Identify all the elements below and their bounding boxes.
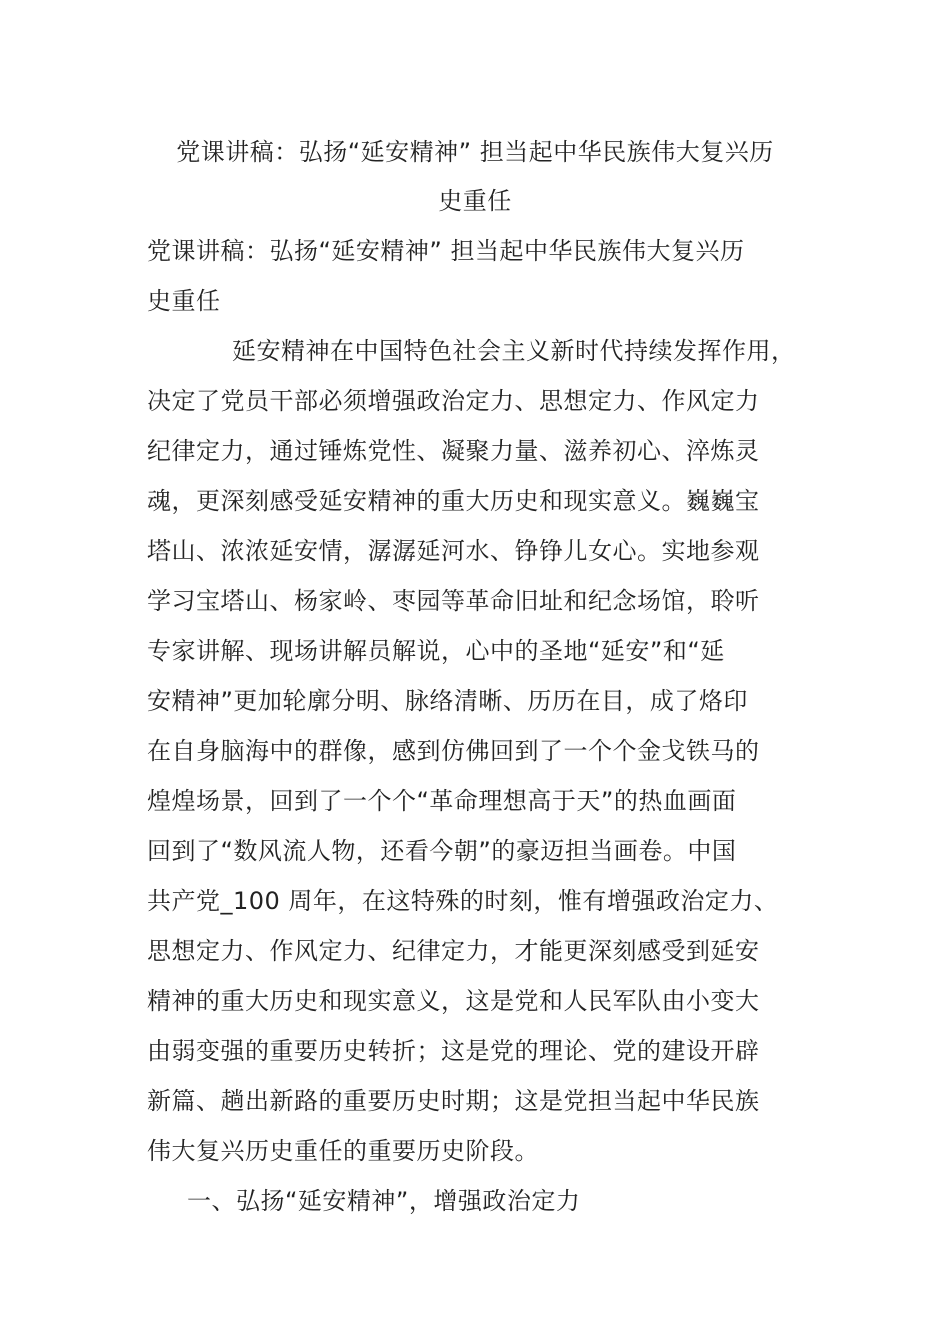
document-title-line-2: 史重任 <box>438 187 512 215</box>
paragraph-line: 共产党_100 周年，在这特殊的时刻，惟有增强政治定力、 <box>147 887 779 915</box>
paragraph-line: 学习宝塔山、杨家岭、枣园等革命旧址和纪念场馆，聆听 <box>147 587 760 615</box>
paragraph-line: 决定了党员干部必须增强政治定力、思想定力、作风定力 <box>147 387 760 415</box>
paragraph-line: 回到了“数风流人物，还看今朝”的豪迈担当画卷。中国 <box>147 837 737 865</box>
subtitle-line-1: 党课讲稿：弘扬“延安精神” 担当起中华民族伟大复兴历 <box>147 237 745 265</box>
paragraph-line: 精神的重大历史和现实意义，这是党和人民军队由小变大 <box>147 987 760 1015</box>
document-title-line-1: 党课讲稿：弘扬“延安精神” 担当起中华民族伟大复兴历 <box>176 138 774 166</box>
paragraph-line: 专家讲解、现场讲解员解说，心中的圣地“延安”和“延 <box>147 637 725 665</box>
paragraph-line: 安精神”更加轮廓分明、脉络清晰、历历在目，成了烙印 <box>147 687 748 715</box>
paragraph-line: 在自身脑海中的群像，感到仿佛回到了一个个金戈铁马的 <box>147 737 760 765</box>
paragraph-line: 纪律定力，通过锤炼党性、凝聚力量、滋养初心、淬炼灵 <box>147 437 760 465</box>
paragraph-line: 伟大复兴历史重任的重要历史阶段。 <box>147 1137 539 1165</box>
section-heading: 一、弘扬“延安精神”，增强政治定力 <box>187 1187 581 1215</box>
paragraph-line: 由弱变强的重要历史转折；这是党的理论、党的建设开辟 <box>147 1037 760 1065</box>
paragraph-line: 新篇、趟出新路的重要历史时期；这是党担当起中华民族 <box>147 1087 760 1115</box>
paragraph-line: 魂，更深刻感受延安精神的重大历史和现实意义。巍巍宝 <box>147 487 760 515</box>
paragraph-line: 延安精神在中国特色社会主义新时代持续发挥作用， <box>232 337 796 365</box>
paragraph-line: 思想定力、作风定力、纪律定力，才能更深刻感受到延安 <box>147 937 760 965</box>
subtitle-line-2: 史重任 <box>147 287 221 315</box>
paragraph-line: 煌煌场景，回到了一个个“革命理想高于天”的热血画面 <box>147 787 737 815</box>
paragraph-line: 塔山、浓浓延安情，潺潺延河水、铮铮儿女心。实地参观 <box>147 537 760 565</box>
